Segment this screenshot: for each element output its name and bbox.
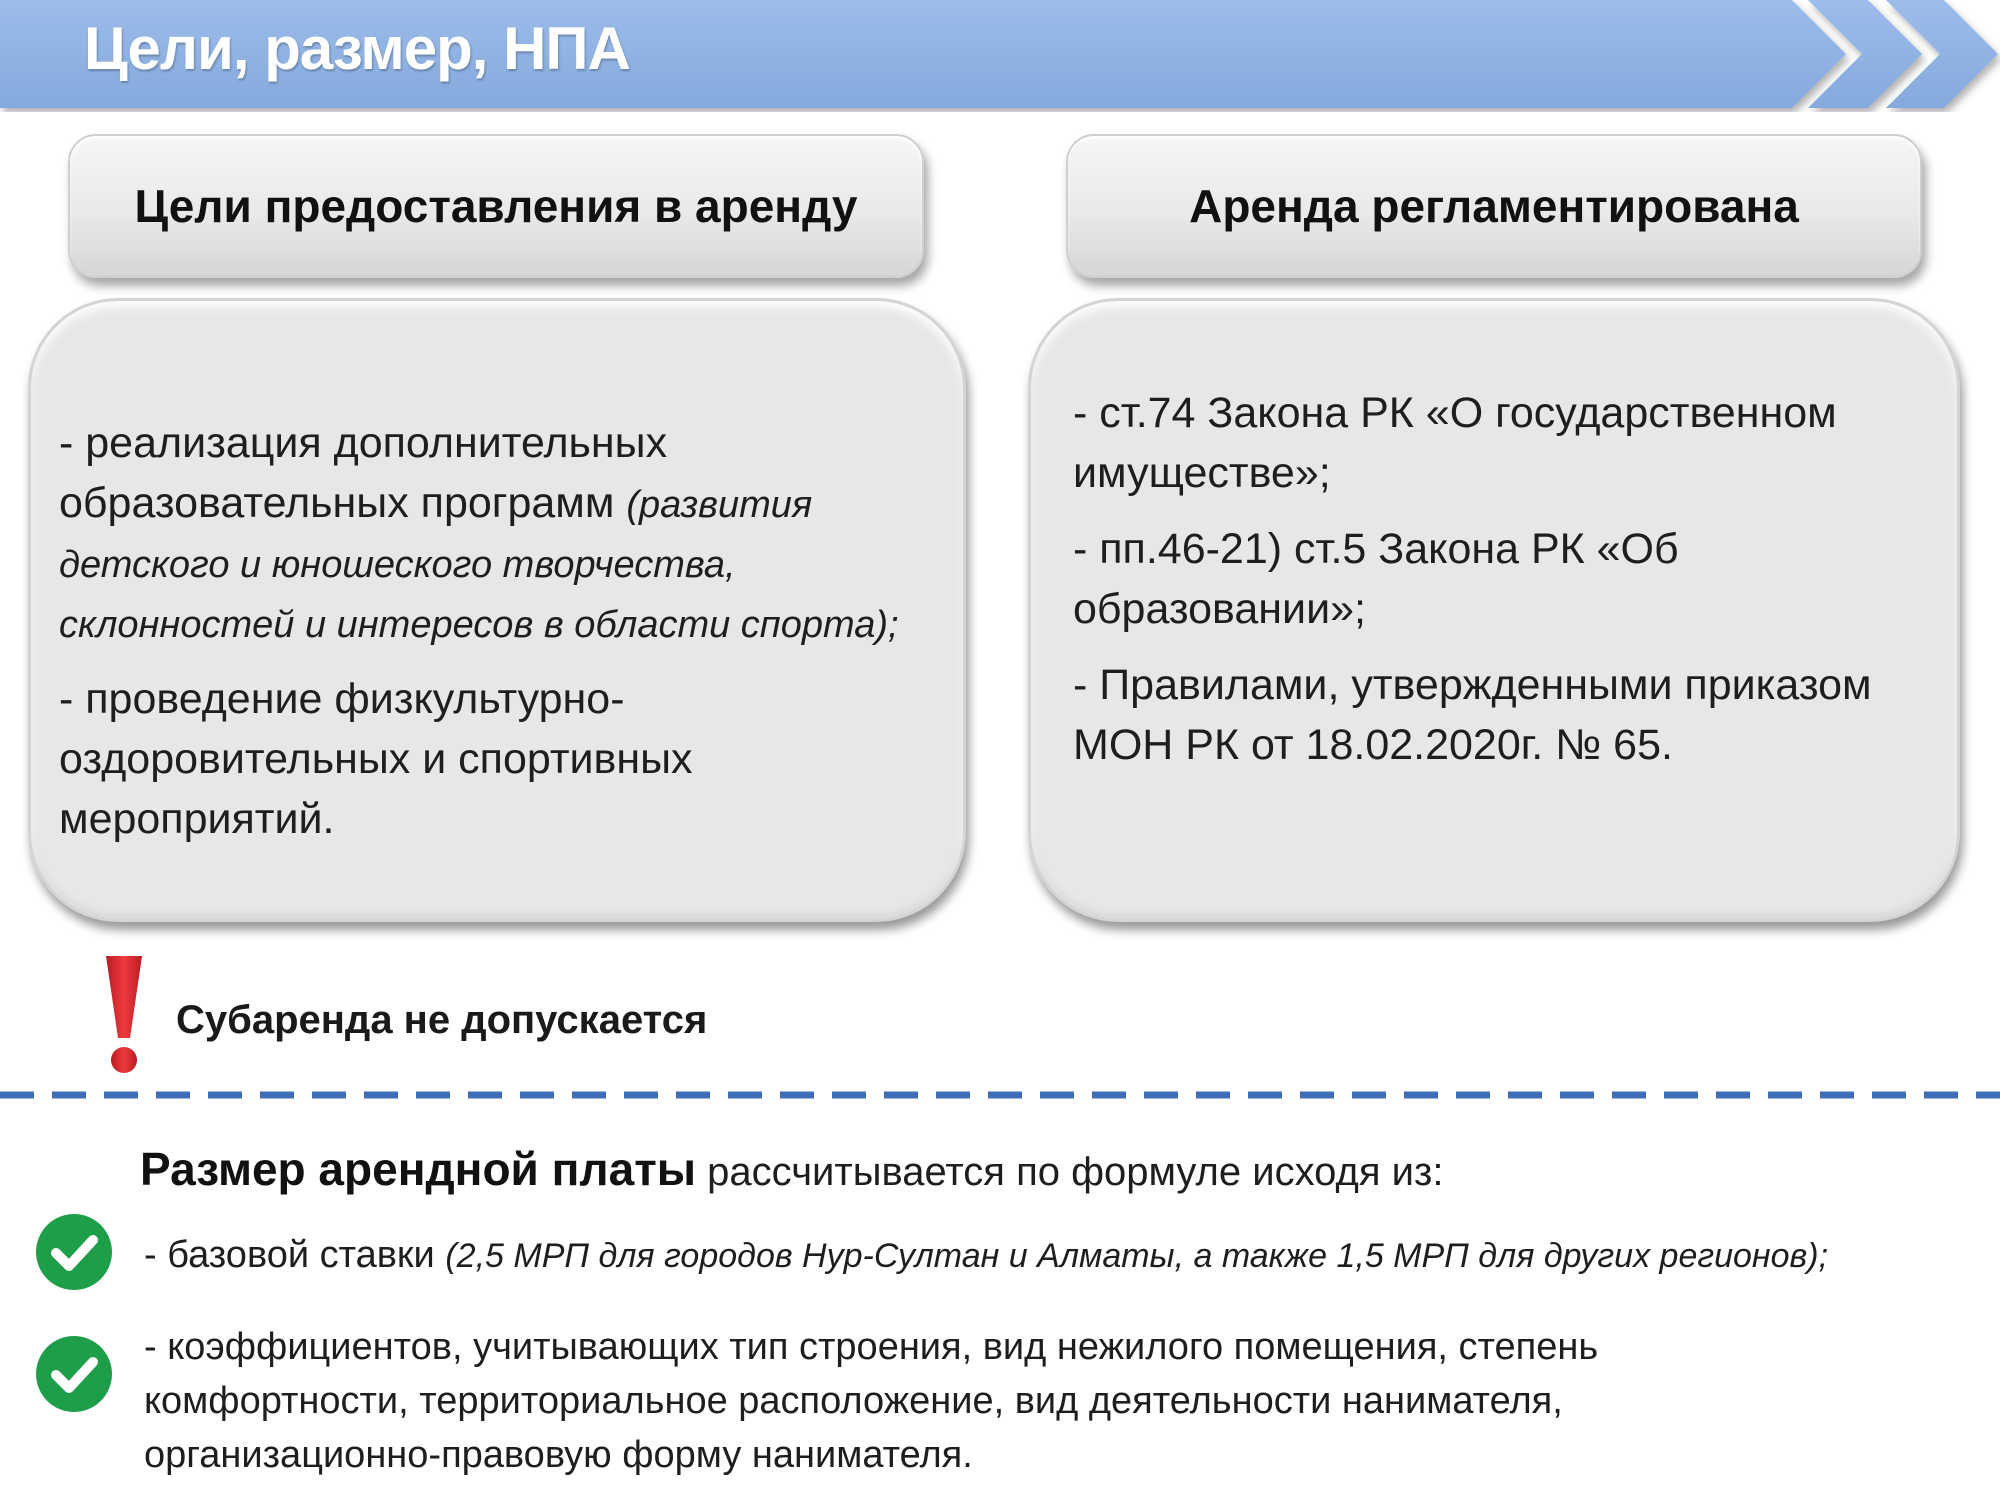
goals-panel <box>28 298 966 922</box>
fee-intro <box>140 1142 1443 1196</box>
regulation-item-3: - Правилами, утвержденными приказом МОН РК от 18.02.2020г. № 65. <box>1073 661 1872 769</box>
regulation-item-1: - ст.74 Закона РК «О государственном имуществе»; <box>1073 389 1837 497</box>
goals-header: Цели предоставления в аренду <box>68 134 924 278</box>
fee-item-1-main: - базовой ставки <box>144 1234 435 1276</box>
goals-list <box>59 413 959 865</box>
check-icon <box>34 1334 114 1414</box>
regulation-list <box>1073 383 1933 791</box>
fee-intro-bold: Размер арендной платы <box>140 1143 697 1195</box>
exclamation-icon <box>96 954 152 1076</box>
goal-item-1-main: - реализация дополнительных образовательных программ <box>59 419 668 527</box>
fee-item-coefficients: - коэффициентов, учитывающих тип строения, вид нежилого помещения, степень комфортности, территориальное расположение, вид деятельности нанимателя, организационно-правовую форму нанимателя. <box>144 1326 1599 1476</box>
goal-item-2: - проведение физкультурно-оздоровительных и спортивных мероприятий. <box>59 675 693 843</box>
fee-item-base-rate <box>144 1228 1984 1283</box>
regulation-header: Аренда регламентирована <box>1066 134 1922 278</box>
page-title: Цели, размер, НПА <box>84 15 630 82</box>
check-icon <box>34 1212 114 1292</box>
regulation-item-2: - пп.46-21) ст.5 Закона РК «Об образовании»; <box>1073 525 1679 633</box>
sublease-warning: Субаренда не допускается <box>176 998 708 1042</box>
goal-item-1-note: (развития детского и юношеского творчества, склонностей и интересов в области спорта); <box>59 484 899 646</box>
fee-item-1-note: (2,5 МРП для городов Нур-Султан и Алматы, а также 1,5 МРП для других регионов); <box>445 1237 1829 1275</box>
goal-item-1 <box>59 413 959 653</box>
section-divider <box>0 1090 2000 1100</box>
fee-intro-rest: рассчитывается по формуле исходя из: <box>707 1150 1444 1194</box>
regulation-panel <box>1028 298 1960 922</box>
title-banner <box>0 0 2000 112</box>
